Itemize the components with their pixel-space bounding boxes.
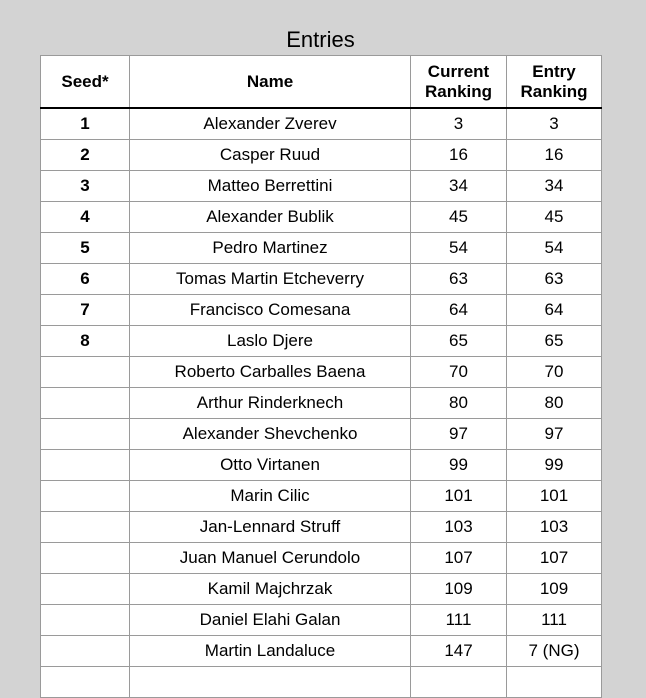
table-row [41, 202, 602, 233]
entry-ranking-cell: 63 [507, 264, 602, 295]
table-row [41, 574, 602, 605]
current-ranking-cell: 63 [411, 264, 507, 295]
table-row [41, 295, 602, 326]
entry-ranking-cell: 65 [507, 326, 602, 357]
entry-ranking-cell: 80 [507, 388, 602, 419]
header-entry-ranking [507, 56, 602, 109]
header-current-line2: Ranking [424, 81, 493, 101]
name-cell: Tomas Martin Etcheverry [130, 264, 411, 295]
table-row [41, 481, 602, 512]
name-cell: Kamil Majchrzak [130, 574, 411, 605]
table-title: Entries [286, 27, 355, 52]
seed-cell: 3 [41, 171, 130, 202]
current-ranking-cell: 107 [411, 543, 507, 574]
name-cell: Matteo Berrettini [130, 171, 411, 202]
current-ranking-cell: 103 [411, 512, 507, 543]
name-cell: Francisco Comesana [130, 295, 411, 326]
name-cell: Juan Manuel Cerundolo [130, 543, 411, 574]
table-row [41, 388, 602, 419]
header-current-line1: Current [427, 61, 490, 81]
table-row [41, 512, 602, 543]
entry-ranking-cell: 101 [507, 481, 602, 512]
table-row [41, 450, 602, 481]
seed-cell [41, 512, 130, 543]
entry-ranking-cell: 3 [507, 108, 602, 140]
entry-ranking-cell: 64 [507, 295, 602, 326]
header-entry-line1: Entry [532, 61, 576, 81]
table-row [41, 543, 602, 574]
name-cell: Otto Virtanen [130, 450, 411, 481]
table-row [41, 636, 602, 667]
seed-cell: 8 [41, 326, 130, 357]
name-cell: Pedro Martinez [130, 233, 411, 264]
name-cell: Laslo Djere [130, 326, 411, 357]
table-row [41, 233, 602, 264]
current-ranking-cell: 109 [411, 574, 507, 605]
current-ranking-cell: 111 [411, 605, 507, 636]
current-ranking-cell: 34 [411, 171, 507, 202]
seed-cell [41, 419, 130, 450]
table-row [41, 326, 602, 357]
name-cell: Alexander Zverev [130, 108, 411, 140]
current-ranking-cell: 54 [411, 233, 507, 264]
current-ranking-cell: 101 [411, 481, 507, 512]
name-cell: Alexander Bublik [130, 202, 411, 233]
entry-ranking-cell: 97 [507, 419, 602, 450]
entry-ranking-cell: 70 [507, 357, 602, 388]
table-row [41, 357, 602, 388]
seed-cell [41, 357, 130, 388]
current-ranking-cell: 65 [411, 326, 507, 357]
current-ranking-cell: 3 [411, 108, 507, 140]
seed-cell [41, 605, 130, 636]
entry-ranking-cell: 107 [507, 543, 602, 574]
header-row [41, 56, 602, 109]
name-cell [130, 667, 411, 698]
seed-cell [41, 667, 130, 698]
name-cell: Marin Cilic [130, 481, 411, 512]
entries-table [40, 55, 602, 698]
name-cell: Martin Landaluce [130, 636, 411, 667]
current-ranking-cell: 64 [411, 295, 507, 326]
name-cell: Daniel Elahi Galan [130, 605, 411, 636]
current-ranking-cell: 97 [411, 419, 507, 450]
seed-cell: 2 [41, 140, 130, 171]
current-ranking-cell: 70 [411, 357, 507, 388]
seed-cell: 5 [41, 233, 130, 264]
entry-ranking-cell: 7 (NG) [507, 636, 602, 667]
table-row [41, 264, 602, 295]
header-entry-line2: Ranking [520, 81, 588, 101]
header-seed: Seed* [41, 56, 130, 109]
name-cell: Jan-Lennard Struff [130, 512, 411, 543]
seed-cell [41, 388, 130, 419]
name-cell: Roberto Carballes Baena [130, 357, 411, 388]
current-ranking-cell: 80 [411, 388, 507, 419]
entry-ranking-cell: 34 [507, 171, 602, 202]
name-cell: Arthur Rinderknech [130, 388, 411, 419]
header-name: Name [130, 56, 411, 109]
name-cell: Casper Ruud [130, 140, 411, 171]
table-row [41, 419, 602, 450]
current-ranking-cell: 45 [411, 202, 507, 233]
table-row [41, 108, 602, 140]
table-row [41, 171, 602, 202]
seed-cell: 4 [41, 202, 130, 233]
current-ranking-cell: 16 [411, 140, 507, 171]
seed-cell [41, 450, 130, 481]
entry-ranking-cell: 99 [507, 450, 602, 481]
table-row [41, 667, 602, 698]
entry-ranking-cell: 16 [507, 140, 602, 171]
seed-cell: 7 [41, 295, 130, 326]
entry-ranking-cell: 45 [507, 202, 602, 233]
seed-cell [41, 481, 130, 512]
entry-ranking-cell: 109 [507, 574, 602, 605]
current-ranking-cell: 147 [411, 636, 507, 667]
seed-cell [41, 574, 130, 605]
header-current-ranking [411, 56, 507, 109]
name-cell: Alexander Shevchenko [130, 419, 411, 450]
seed-cell [41, 543, 130, 574]
seed-cell [41, 636, 130, 667]
entry-ranking-cell: 111 [507, 605, 602, 636]
table-row [41, 605, 602, 636]
seed-cell: 6 [41, 264, 130, 295]
entry-ranking-cell [507, 667, 602, 698]
entry-ranking-cell: 103 [507, 512, 602, 543]
entry-ranking-cell: 54 [507, 233, 602, 264]
current-ranking-cell: 99 [411, 450, 507, 481]
table-row [41, 140, 602, 171]
current-ranking-cell [411, 667, 507, 698]
seed-cell: 1 [41, 108, 130, 140]
